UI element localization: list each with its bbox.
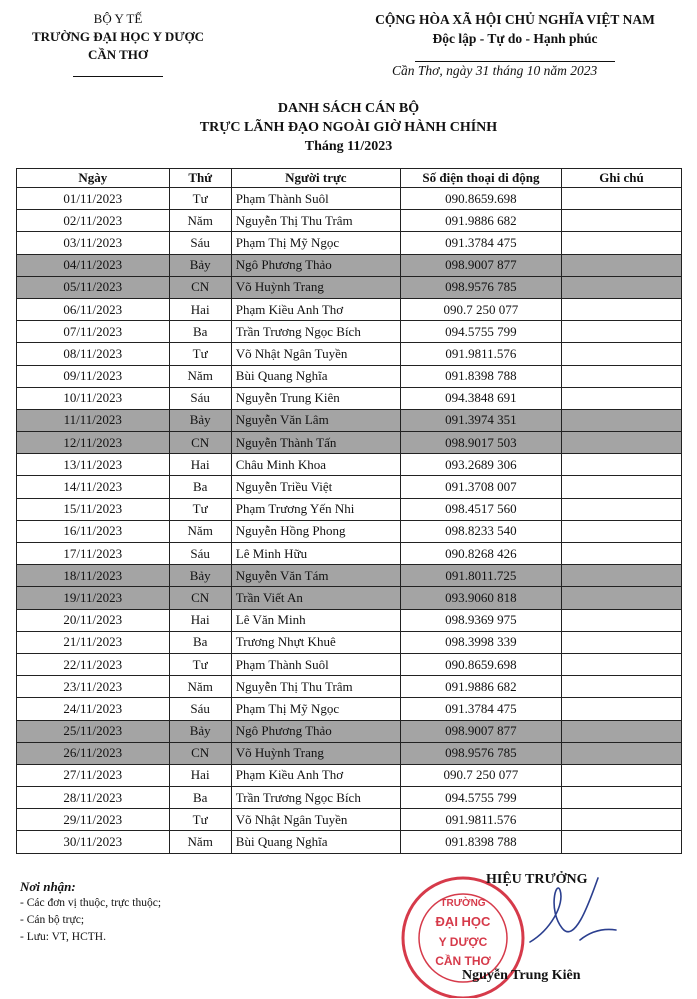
cell-date: 28/11/2023 — [17, 787, 170, 809]
cell-person: Nguyễn Văn Lâm — [231, 409, 400, 431]
cell-phone: 094.3848 691 — [400, 387, 561, 409]
cell-note — [561, 298, 681, 320]
table-row — [17, 232, 682, 254]
cell-date: 27/11/2023 — [17, 764, 170, 786]
cell-note — [561, 587, 681, 609]
cell-person: Phạm Thị Mỹ Ngọc — [231, 232, 400, 254]
cell-phone: 091.9811.576 — [400, 809, 561, 831]
cell-weekday: Ba — [169, 787, 231, 809]
cell-date: 14/11/2023 — [17, 476, 170, 498]
table-row — [17, 276, 682, 298]
header-left — [18, 10, 218, 82]
table-row — [17, 520, 682, 542]
header-right — [345, 10, 685, 67]
cell-phone: 091.8398 788 — [400, 365, 561, 387]
cell-person: Nguyễn Triều Việt — [231, 476, 400, 498]
cell-phone: 091.9886 682 — [400, 210, 561, 232]
cell-phone: 094.5755 799 — [400, 787, 561, 809]
cell-weekday: Tư — [169, 188, 231, 210]
cell-note — [561, 787, 681, 809]
table-row — [17, 298, 682, 320]
cell-phone: 090.8659.698 — [400, 653, 561, 675]
cell-note — [561, 809, 681, 831]
cell-person: Nguyễn Thị Thu Trâm — [231, 210, 400, 232]
cell-person: Phạm Thành Suôl — [231, 188, 400, 210]
country-name: CỘNG HÒA XÃ HỘI CHỦ NGHĨA VIỆT NAM — [375, 12, 655, 27]
national-motto: Độc lập - Tự do - Hạnh phúc — [432, 31, 598, 46]
cell-date: 20/11/2023 — [17, 609, 170, 631]
cell-person: Nguyễn Thành Tấn — [231, 432, 400, 454]
cell-date: 24/11/2023 — [17, 698, 170, 720]
cell-phone: 094.5755 799 — [400, 321, 561, 343]
cell-date: 29/11/2023 — [17, 809, 170, 831]
cell-note — [561, 387, 681, 409]
cell-person: Võ Huỳnh Trang — [231, 276, 400, 298]
cell-person: Nguyễn Hồng Phong — [231, 520, 400, 542]
cell-date: 12/11/2023 — [17, 432, 170, 454]
cell-note — [561, 432, 681, 454]
cell-weekday: CN — [169, 587, 231, 609]
cell-note — [561, 276, 681, 298]
table-row — [17, 653, 682, 675]
cell-phone: 093.2689 306 — [400, 454, 561, 476]
cell-person: Phạm Kiều Anh Thơ — [231, 764, 400, 786]
table-row — [17, 432, 682, 454]
recipients — [20, 878, 161, 946]
col-header-phone: Số điện thoại di động — [400, 169, 561, 188]
table-row — [17, 764, 682, 786]
cell-weekday: Ba — [169, 631, 231, 653]
cell-note — [561, 742, 681, 764]
cell-weekday: Tư — [169, 498, 231, 520]
cell-phone: 098.3998 339 — [400, 631, 561, 653]
dateline: Cần Thơ, ngày 31 tháng 10 năm 2023 — [392, 63, 598, 78]
cell-date: 16/11/2023 — [17, 520, 170, 542]
cell-person: Bùi Quang Nghĩa — [231, 831, 400, 853]
col-header-person: Người trực — [231, 169, 400, 188]
cell-weekday: Hai — [169, 454, 231, 476]
cell-phone: 091.8011.725 — [400, 565, 561, 587]
cell-date: 01/11/2023 — [17, 188, 170, 210]
cell-weekday: CN — [169, 742, 231, 764]
cell-date: 03/11/2023 — [17, 232, 170, 254]
cell-date: 06/11/2023 — [17, 298, 170, 320]
cell-weekday: Sáu — [169, 232, 231, 254]
cell-person: Ngô Phương Thảo — [231, 720, 400, 742]
col-header-note: Ghi chú — [561, 169, 681, 188]
cell-weekday: Sáu — [169, 543, 231, 565]
cell-date: 05/11/2023 — [17, 276, 170, 298]
cell-person: Trương Nhựt Khuê — [231, 631, 400, 653]
cell-weekday: Sáu — [169, 698, 231, 720]
cell-date: 08/11/2023 — [17, 343, 170, 365]
cell-weekday: CN — [169, 432, 231, 454]
cell-weekday: Hai — [169, 298, 231, 320]
cell-note — [561, 676, 681, 698]
cell-note — [561, 653, 681, 675]
cell-note — [561, 321, 681, 343]
table-row — [17, 343, 682, 365]
cell-phone: 091.3708 007 — [400, 476, 561, 498]
cell-person: Bùi Quang Nghĩa — [231, 365, 400, 387]
cell-note — [561, 831, 681, 853]
motto-underline — [415, 61, 615, 62]
svg-text:Y DƯỢC: Y DƯỢC — [438, 935, 488, 949]
doc-title-3: Tháng 11/2023 — [304, 139, 393, 154]
cell-person: Võ Huỳnh Trang — [231, 742, 400, 764]
cell-date: 10/11/2023 — [17, 387, 170, 409]
school-name: TRƯỜNG ĐẠI HỌC Y DƯỢC CẦN THƠ — [31, 29, 205, 62]
cell-weekday: Tư — [169, 343, 231, 365]
recipients-label: Nơi nhận: — [20, 879, 76, 894]
cell-person: Võ Nhật Ngân Tuyền — [231, 809, 400, 831]
cell-note — [561, 720, 681, 742]
table-row — [17, 454, 682, 476]
header-underline — [73, 76, 163, 77]
cell-date: 30/11/2023 — [17, 831, 170, 853]
table-row — [17, 365, 682, 387]
cell-weekday: Hai — [169, 609, 231, 631]
cell-person: Phạm Trương Yến Nhi — [231, 498, 400, 520]
cell-date: 22/11/2023 — [17, 653, 170, 675]
table-row — [17, 543, 682, 565]
cell-date: 02/11/2023 — [17, 210, 170, 232]
cell-date: 04/11/2023 — [17, 254, 170, 276]
table-row — [17, 787, 682, 809]
table-row — [17, 720, 682, 742]
cell-weekday: Năm — [169, 210, 231, 232]
cell-phone: 098.9576 785 — [400, 742, 561, 764]
table-row — [17, 565, 682, 587]
cell-date: 21/11/2023 — [17, 631, 170, 653]
cell-weekday: CN — [169, 276, 231, 298]
cell-date: 25/11/2023 — [17, 720, 170, 742]
cell-phone: 091.3784 475 — [400, 232, 561, 254]
cell-weekday: Ba — [169, 321, 231, 343]
cell-phone: 091.3784 475 — [400, 698, 561, 720]
signer-name: Nguyễn Trung Kiên — [462, 968, 581, 983]
table-row — [17, 742, 682, 764]
cell-phone: 093.9060 818 — [400, 587, 561, 609]
cell-person: Phạm Thành Suôl — [231, 653, 400, 675]
cell-phone: 098.9369 975 — [400, 609, 561, 631]
table-body — [17, 188, 682, 854]
recipient-item: - Lưu: VT, HCTH. — [20, 931, 106, 943]
cell-note — [561, 609, 681, 631]
cell-phone: 098.9007 877 — [400, 254, 561, 276]
cell-note — [561, 210, 681, 232]
cell-note — [561, 254, 681, 276]
duty-table — [16, 168, 682, 854]
cell-note — [561, 409, 681, 431]
cell-weekday: Tư — [169, 809, 231, 831]
cell-date: 07/11/2023 — [17, 321, 170, 343]
doc-title-2: TRỰC LÃNH ĐẠO NGOÀI GIỜ HÀNH CHÍNH — [199, 120, 498, 135]
cell-date: 17/11/2023 — [17, 543, 170, 565]
cell-person: Trần Trương Ngọc Bích — [231, 787, 400, 809]
ministry-name: BỘ Y TẾ — [93, 11, 143, 26]
col-header-weekday: Thứ — [169, 169, 231, 188]
cell-weekday: Năm — [169, 831, 231, 853]
cell-note — [561, 698, 681, 720]
cell-date: 19/11/2023 — [17, 587, 170, 609]
table-row — [17, 631, 682, 653]
table-row — [17, 609, 682, 631]
cell-person: Trần Trương Ngọc Bích — [231, 321, 400, 343]
cell-date: 09/11/2023 — [17, 365, 170, 387]
svg-text:TRƯỜNG: TRƯỜNG — [440, 898, 486, 909]
table-row — [17, 676, 682, 698]
cell-note — [561, 476, 681, 498]
cell-phone: 091.9886 682 — [400, 676, 561, 698]
cell-person: Nguyễn Trung Kiên — [231, 387, 400, 409]
cell-phone: 090.7 250 077 — [400, 764, 561, 786]
cell-note — [561, 343, 681, 365]
cell-person: Châu Minh Khoa — [231, 454, 400, 476]
cell-person: Võ Nhật Ngân Tuyền — [231, 343, 400, 365]
cell-note — [561, 188, 681, 210]
cell-date: 13/11/2023 — [17, 454, 170, 476]
cell-date: 18/11/2023 — [17, 565, 170, 587]
cell-date: 15/11/2023 — [17, 498, 170, 520]
cell-person: Lê Minh Hữu — [231, 543, 400, 565]
cell-weekday: Bảy — [169, 565, 231, 587]
cell-weekday: Năm — [169, 365, 231, 387]
svg-text:ĐẠI HỌC: ĐẠI HỌC — [435, 914, 491, 929]
cell-phone: 091.9811.576 — [400, 343, 561, 365]
cell-phone: 098.9017 503 — [400, 432, 561, 454]
cell-weekday: Ba — [169, 476, 231, 498]
cell-weekday: Bảy — [169, 254, 231, 276]
svg-text:CẦN THƠ: CẦN THƠ — [435, 954, 491, 968]
cell-phone: 090.7 250 077 — [400, 298, 561, 320]
cell-note — [561, 764, 681, 786]
table-row — [17, 210, 682, 232]
cell-phone: 098.9007 877 — [400, 720, 561, 742]
recipient-item: - Cán bộ trực; — [20, 914, 85, 926]
col-header-date: Ngày — [17, 169, 170, 188]
cell-person: Phạm Thị Mỹ Ngọc — [231, 698, 400, 720]
table-row — [17, 498, 682, 520]
cell-note — [561, 498, 681, 520]
cell-note — [561, 365, 681, 387]
cell-phone: 090.8268 426 — [400, 543, 561, 565]
cell-date: 23/11/2023 — [17, 676, 170, 698]
cell-phone: 091.3974 351 — [400, 409, 561, 431]
cell-phone: 090.8659.698 — [400, 188, 561, 210]
cell-phone: 091.8398 788 — [400, 831, 561, 853]
table-row — [17, 809, 682, 831]
cell-phone: 098.4517 560 — [400, 498, 561, 520]
cell-weekday: Bảy — [169, 720, 231, 742]
table-row — [17, 587, 682, 609]
cell-person: Phạm Kiều Anh Thơ — [231, 298, 400, 320]
table-row — [17, 254, 682, 276]
table-row — [17, 831, 682, 853]
cell-person: Trần Viết An — [231, 587, 400, 609]
cell-note — [561, 543, 681, 565]
cell-weekday: Hai — [169, 764, 231, 786]
cell-date: 26/11/2023 — [17, 742, 170, 764]
table-row — [17, 321, 682, 343]
cell-person: Nguyễn Thị Thu Trâm — [231, 676, 400, 698]
recipient-item: - Các đơn vị thuộc, trực thuộc; — [20, 897, 162, 909]
cell-weekday: Sáu — [169, 387, 231, 409]
cell-person: Lê Văn Minh — [231, 609, 400, 631]
table-row — [17, 387, 682, 409]
cell-weekday: Năm — [169, 520, 231, 542]
cell-phone: 098.9576 785 — [400, 276, 561, 298]
cell-phone: 098.8233 540 — [400, 520, 561, 542]
cell-note — [561, 565, 681, 587]
table-row — [17, 698, 682, 720]
signature-title: HIỆU TRƯỞNG — [486, 872, 588, 887]
cell-weekday: Bảy — [169, 409, 231, 431]
cell-weekday: Năm — [169, 676, 231, 698]
table-row — [17, 188, 682, 210]
table-row — [17, 476, 682, 498]
cell-note — [561, 520, 681, 542]
cell-note — [561, 232, 681, 254]
table-row — [17, 409, 682, 431]
doc-title-1: DANH SÁCH CÁN BỘ — [277, 101, 420, 116]
cell-person: Ngô Phương Thảo — [231, 254, 400, 276]
table-header-row — [17, 169, 682, 188]
cell-note — [561, 631, 681, 653]
cell-note — [561, 454, 681, 476]
cell-person: Nguyễn Văn Tám — [231, 565, 400, 587]
cell-date: 11/11/2023 — [17, 409, 170, 431]
cell-weekday: Tư — [169, 653, 231, 675]
